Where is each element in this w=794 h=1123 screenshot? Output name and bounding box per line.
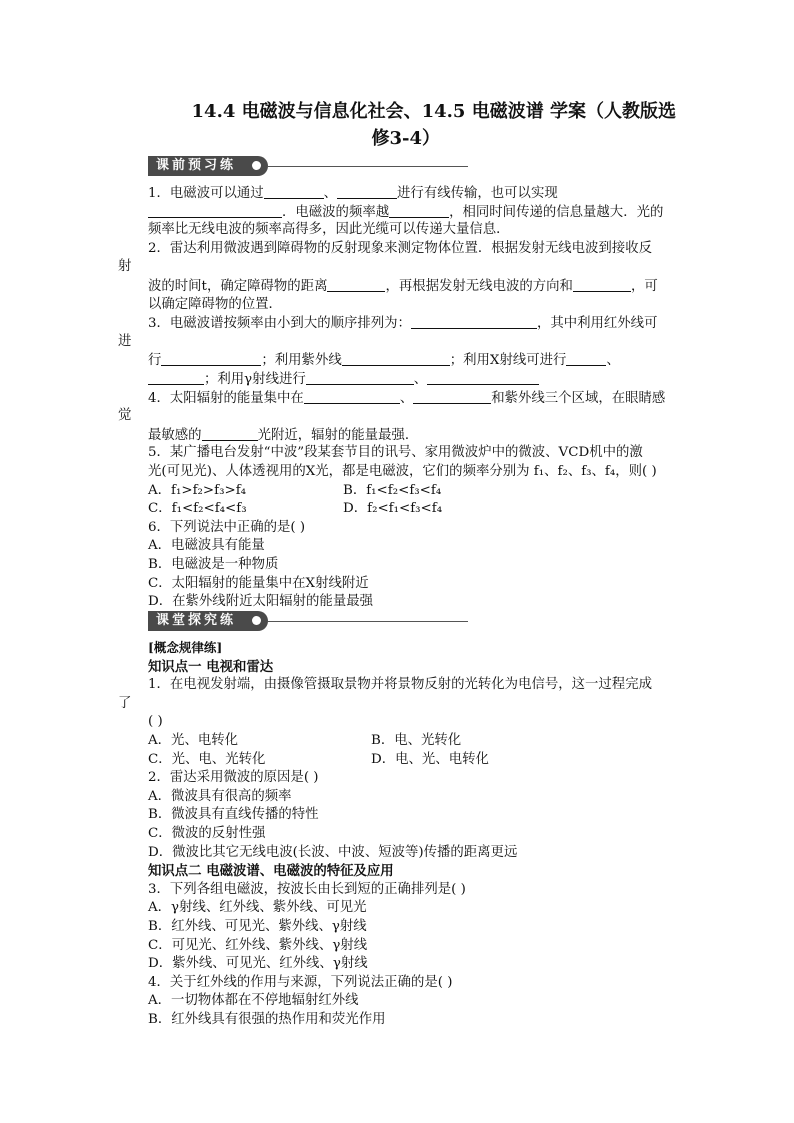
question-2-line-2: 波的时间t，确定障碍物的距离 ，再根据发射无线电波的方向和 ，可: [148, 279, 658, 294]
class-question-1-line-1: 1．在电视发射端，由摄像管摄取景物并将景物反射的光转化为电信号，这一过程完成: [148, 677, 652, 693]
title-line-2: 修3-4）: [371, 128, 440, 149]
question-6-option-a[interactable]: A．电磁波具有能量: [148, 538, 265, 554]
question-3-line-3: ；利用γ射线进行 、: [148, 370, 539, 390]
class-question-4-option-a[interactable]: A．一切物体都在不停地辐射红外线: [148, 993, 359, 1009]
question-4-line-1: 4．太阳辐射的能量集中在 、 和紫外线三个区域，在眼睛感: [148, 390, 666, 406]
question-5-option-a[interactable]: A．f₁>f₂>f₃>f₄: [148, 482, 247, 498]
class-question-1-paren: ( ): [148, 714, 163, 730]
class-question-1-option-d[interactable]: D．电、光、电转化: [371, 751, 489, 767]
class-question-4-stem: 4．关于红外线的作用与来源，下列说法正确的是( ): [148, 974, 453, 990]
class-question-3-stem: 3．下列各组电磁波，按波长由长到短的正确排列是( ): [148, 881, 466, 897]
question-4-line-2: 最敏感的 光附近，辐射的能量最强．: [148, 427, 419, 443]
answer-blank[interactable]: [304, 389, 400, 404]
question-5-option-d[interactable]: D．f₂<f₁<f₃<f₄: [343, 501, 443, 517]
answer-blank[interactable]: [148, 370, 204, 385]
question-1-line-1: 1．电磁波可以通过 、 进行有线传输，也可以实现: [148, 186, 558, 201]
question-3-wrap: 进: [118, 333, 132, 349]
class-question-2-option-d[interactable]: D．微波比其它无线电波(长波、中波、短波等)传播的距离更远: [148, 844, 518, 860]
class-question-1-option-b[interactable]: B．电、光转化: [371, 733, 462, 748]
question-6-option-c[interactable]: C．太阳辐射的能量集中在X射线附近: [148, 575, 369, 591]
answer-blank[interactable]: [413, 389, 491, 404]
answer-blank[interactable]: [202, 426, 258, 441]
title-line-1: 14.4 电磁波与信息化社会、14.5 电磁波谱 学案（人教版选: [191, 101, 676, 122]
answer-blank[interactable]: [427, 370, 539, 385]
question-2-wrap: 射: [118, 259, 132, 275]
question-3-line-2: 行 ；利用紫外线 ；利用X射线可进行 、: [148, 353, 620, 369]
class-question-3-option-b[interactable]: B．红外线、可见光、紫外线、γ射线: [148, 919, 367, 934]
answer-blank[interactable]: [148, 203, 282, 218]
class-question-1-option-a[interactable]: A．光、电转化: [148, 733, 239, 748]
class-question-4-option-b[interactable]: B．红外线具有很强的热作用和荧光作用: [148, 1012, 386, 1027]
question-2-line-1: 2．雷达利用微波遇到障碍物的反射现象来测定物体位置．根据发射无线电波到接收反: [148, 240, 652, 256]
class-question-3-option-a[interactable]: A．γ射线、红外线、紫外线、可见光: [148, 900, 367, 916]
question-6-option-d[interactable]: D．在紫外线附近太阳辐射的能量最强: [148, 594, 373, 610]
section-rule: [268, 166, 468, 167]
class-question-1-option-c[interactable]: C．光、电、光转化: [148, 751, 266, 767]
question-3-line-1: 3．电磁波谱按频率由小到大的顺序排列为： ，其中利用红外线可: [148, 316, 658, 332]
question-1-line-2: ．电磁波的频率越 ，相同时间传递的信息量越大．光的: [148, 203, 663, 223]
answer-blank[interactable]: [264, 184, 324, 199]
answer-blank[interactable]: [342, 351, 450, 366]
section-rule: [268, 621, 468, 622]
section-header-pre: [148, 155, 468, 177]
question-5-option-b[interactable]: B．f₁<f₂<f₃<f₄: [343, 482, 442, 498]
answer-blank[interactable]: [389, 203, 449, 218]
question-5-line-2: 光(可见光)、人体透视用的X光，都是电磁波，它们的频率分别为 f₁、f₂、f₃、f₄，则( ): [148, 464, 657, 479]
class-question-1-wrap: 了: [118, 695, 132, 711]
answer-blank[interactable]: [327, 277, 385, 292]
class-question-2-stem: 2．雷达采用微波的原因是( ): [148, 770, 319, 786]
question-6-option-b[interactable]: B．电磁波是一种物质: [148, 557, 279, 572]
answer-blank[interactable]: [573, 277, 631, 292]
pre-class-questions: [118, 184, 678, 610]
class-question-2-option-a[interactable]: A．微波具有很高的频率: [148, 788, 292, 804]
question-2-line-3: 以确定障碍物的位置．: [148, 296, 282, 312]
question-6-stem: 6．下列说法中正确的是( ): [148, 519, 306, 535]
class-question-2-option-b[interactable]: B．微波具有直线传播的特性: [148, 807, 319, 823]
answer-blank[interactable]: [566, 351, 606, 366]
answer-blank[interactable]: [161, 351, 261, 366]
question-1-line-3: 频率比无线电波的频率高得多，因此光缆可以传递大量信息．: [148, 222, 510, 238]
class-question-3-option-c[interactable]: C．可见光、红外线、紫外线、γ射线: [148, 937, 368, 953]
section-tab-pre: 课前预习练: [148, 156, 268, 176]
knowledge-point-2: 知识点二 电磁波谱、电磁波的特征及应用: [148, 863, 394, 880]
section-tab-class: 课堂探究练: [148, 611, 268, 631]
category-label: [概念规律练]: [148, 640, 223, 655]
answer-blank[interactable]: [411, 314, 537, 329]
knowledge-point-1: 知识点一 电视和雷达: [148, 658, 274, 675]
question-5-option-c[interactable]: C．f₁<f₂<f₄<f₃: [148, 501, 247, 517]
document-title: [110, 98, 676, 152]
class-question-3-option-d[interactable]: D．紫外线、可见光、红外线、γ射线: [148, 956, 368, 972]
question-4-wrap: 觉: [118, 408, 132, 424]
question-5-line-1: 5．某广播电台发射“中波”段某套节目的讯号、家用微波炉中的微波、VCD机中的激: [148, 445, 643, 461]
bullet-dot-icon: [252, 161, 261, 170]
in-class-questions: [118, 639, 678, 1027]
answer-blank[interactable]: [306, 370, 414, 385]
bullet-dot-icon: [252, 616, 261, 625]
section-header-class: [148, 610, 468, 632]
answer-blank[interactable]: [337, 184, 397, 199]
class-question-2-option-c[interactable]: C．微波的反射性强: [148, 826, 266, 841]
